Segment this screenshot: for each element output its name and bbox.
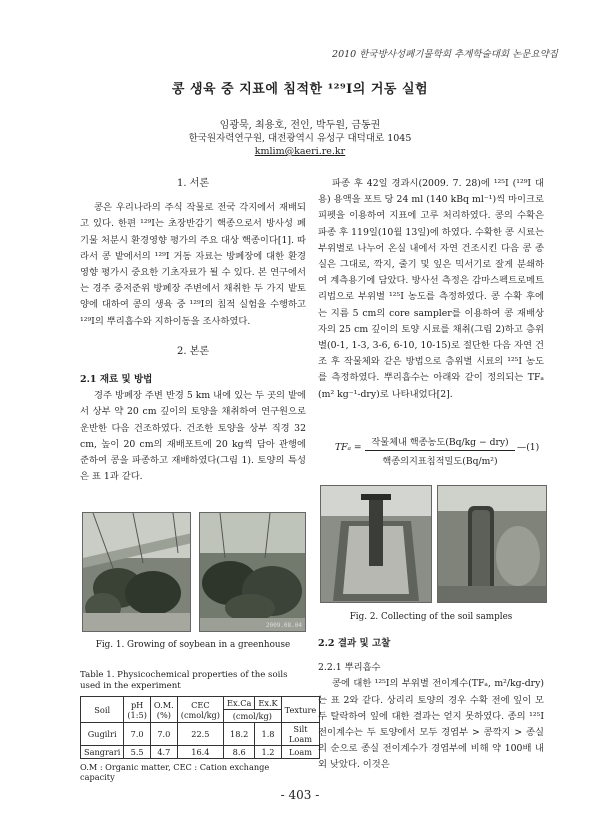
table-cell: 7.0: [124, 723, 151, 746]
table-header: pH (1:5): [124, 697, 151, 723]
soil-sampling-photo-right: [437, 485, 547, 603]
table-cell: Sangrari: [81, 746, 124, 759]
body-heading: 2. 본론: [176, 345, 210, 357]
email-link[interactable]: kmlim@kaeri.re.kr: [254, 146, 346, 157]
fig1-caption: Fig. 1. Growing of soybean in a greenhouse: [95, 640, 291, 650]
table-footnote: O.M : Organic matter, CEC : Cation exchange capacity: [80, 762, 270, 782]
authors: 임광묵, 최용호, 전인, 박두원, 금동권: [219, 120, 381, 131]
materials-heading: 2.1 재료 및 방법: [80, 374, 153, 386]
page-number: - 403 -: [280, 788, 320, 802]
table-cell: Loam: [281, 746, 320, 759]
table-header: Ex.K: [255, 697, 281, 710]
table-header: Ex.Ca: [224, 697, 255, 710]
running-header: 2010 한국방사성폐기물학회 추계학술대회 논문요약집: [332, 49, 558, 60]
table-cell: 22.5: [177, 723, 223, 746]
soil-sampling-photo-left: [320, 485, 432, 603]
table-subheader: (cmol/kg): [224, 710, 282, 723]
table-cell: 1.8: [255, 723, 281, 746]
greenhouse-photo-left: [82, 512, 191, 632]
formula-lhs: TFₐ =: [335, 442, 362, 453]
photo-timestamp: 2009.08.04: [265, 622, 302, 629]
table-cell: 5.5: [124, 746, 151, 759]
table-cell: 16.4: [177, 746, 223, 759]
table-header: CEC (cmol/kg): [177, 697, 223, 723]
paper-title: 콩 생육 중 지표에 침적한 ¹²⁹I의 거동 실험: [171, 82, 429, 97]
right-column: [318, 176, 544, 403]
formula-denominator: 핵종의지표침적밀도(Bq/m²): [382, 456, 498, 467]
root-heading: 2.2.1 뿌리흡수: [318, 662, 381, 674]
methods-paragraph: 파종 후 42일 경과시(2009. 7. 28)에 ¹²⁵I (¹²⁹I 대용) 용액을 포트 당 24 ml (140 kBq ml⁻¹)씩 마이크로 피펫을 이용하여 지표에 고루 처리하였다. 콩의 수확은 파종 후 119일(10월 13일)에 하였다. 수확한 콩 시료는 부위별로 나누어 온실 내에서 자연 건조시킨 다음 콩 종실은 그대로, 깍지, 줄기 및 잎은 믹서기로 잘게 분쇄하여 계측용기에 담았다. 방사선 측정은 감마스펙트로메트리법으로 부위별 ¹²⁵I 농도를 측정하였다. 콩 수확 후에는 지름 5 cm의 core sampler를 이용하여 콩 재배상자의 25 cm 깊이의 토양 시료를 채취(그림 2)하고 층위별(0-1, 1-3, 3-6, 6-10, 10-15)로 절단한 다음 자연 건조 후 작물체와 같은 방법으로 층위별 시료의 ¹²⁵I 농도를 측정하였다. 뿌리흡수는 아래와 같이 정의되는 TFₐ (m² kg⁻¹-dry)로 나타내었다[2].: [318, 178, 544, 400]
table-cell: 1.2: [255, 746, 281, 759]
table-header: Texture: [281, 697, 320, 723]
table-row: [81, 723, 320, 746]
table-header: Soil: [81, 697, 124, 723]
greenhouse-photo-right: [199, 512, 306, 632]
table-caption: Table 1. Physicochemical properties of the soils used in the experiment: [80, 670, 288, 691]
formula-numerator: 작물체내 핵종농도(Bq/kg − dry): [365, 434, 515, 451]
table-cell: 18.2: [224, 723, 255, 746]
intro-paragraph: 콩은 우리나라의 주식 작물로 전국 각지에서 재배되고 있다. 한편 ¹²⁹I는 초장반감기 핵종으로서 방사성 폐기물 처분시 환경영향 평가의 주요 대상 핵종이다[1]. 따라서 콩 밭에서의 ¹²⁹I 거동 자료는 방폐장에 대한 환경영향 평가시 중요한 기초자료가 될 수 있다. 본 연구에서는 경주 중저준위 방폐장 주변에서 채취한 두 가지 밭토양에 대하여 콩의 생육 중 ¹²⁹I의 침적 실험을 수행하고 ¹²⁹I의 뿌리흡수와 지하이동을 조사하였다.: [80, 202, 306, 327]
fig2-caption: Fig. 2. Collecting of the soil samples: [349, 612, 513, 622]
table-cell: Gugilri: [81, 723, 124, 746]
intro-heading: 1. 서론: [176, 178, 210, 189]
left-column: [80, 176, 306, 485]
formula-fraction: [365, 434, 515, 467]
formula-tag: —(1): [517, 442, 540, 453]
root-paragraph: 콩에 대한 ¹²⁵I의 부위별 전이계수(TFₐ, m²/kg-dry)는 표 2와 같다. 상리리 토양의 경우 수확 전에 잎이 모두 탈락하여 잎에 대한 결과는 얻지 못하였다. 종의 ¹²⁵I 전이계수는 두 토양에서 모두 경엽부 > 콩깍지 > 종실의 순으로 종실 전이계수가 경엽부에 비해 약 100배 내외 낮았다. 이것은: [318, 678, 544, 771]
table-header: O.M. (%): [150, 697, 177, 723]
table-cell: 8.6: [224, 746, 255, 759]
soil-table-wrapper: [80, 696, 317, 782]
table-cell: 7.0: [150, 723, 177, 746]
table-cell: Silt Loam: [281, 723, 320, 746]
materials-paragraph: 경주 방폐장 주변 반경 5 km 내에 있는 두 곳의 밭에서 상부 약 20 cm 깊이의 토양을 채취하여 연구원으로 운반한 다음 건조하였다. 건조한 토양을 상부 직경 32 cm, 높이 20 cm의 재배포트에 20 kg씩 담아 관행에 준하여 콩을 파종하고 재배하였다(그림 1). 토양의 특성은 표 1과 같다.: [80, 390, 306, 483]
table-cell: 4.7: [150, 746, 177, 759]
results-heading: 2.2 결과 및 고찰: [318, 638, 391, 649]
table-row: [81, 746, 320, 759]
results-section: [318, 636, 544, 774]
soil-table: [80, 696, 320, 759]
affiliation: 한국원자력연구원, 대전광역시 유성구 대덕대로 1045: [188, 133, 412, 144]
